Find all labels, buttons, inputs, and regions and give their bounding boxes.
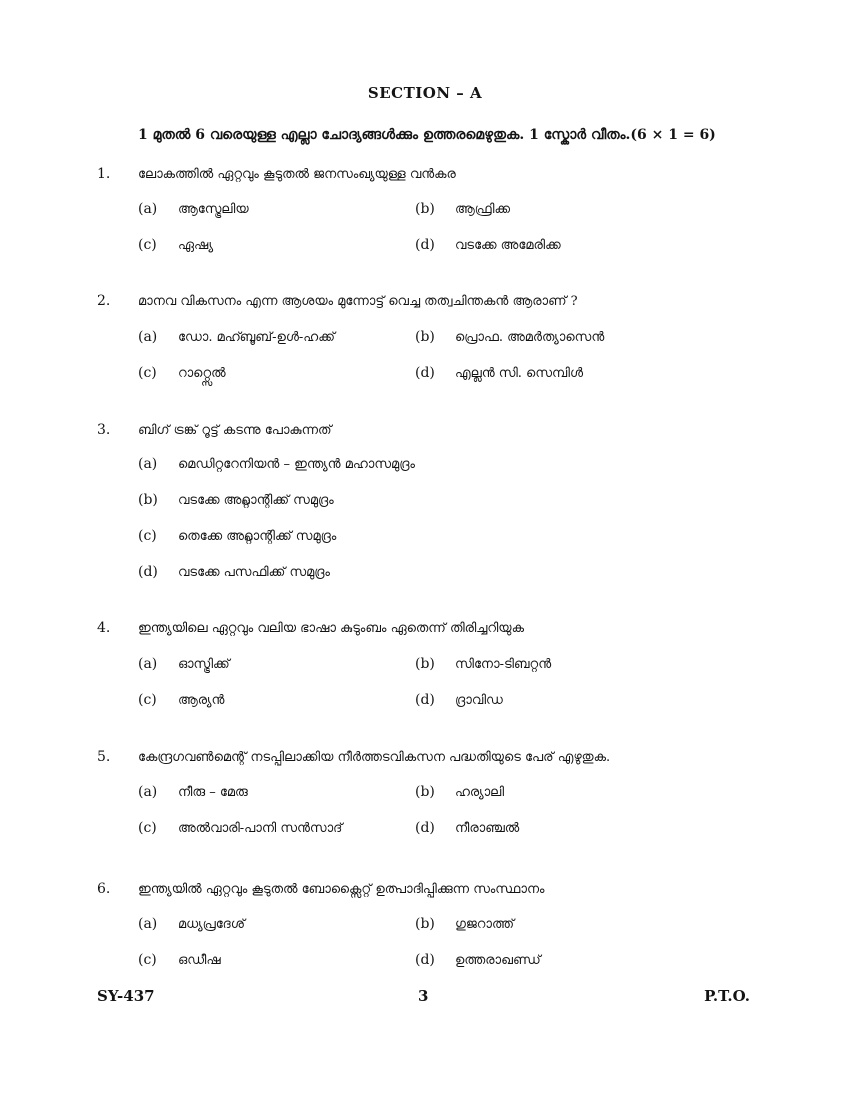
option-text: ഉത്തരാഖണ്ഡ് [455,953,541,968]
option-text: വടക്കേ അമേരിക്ക [455,238,561,253]
option-text: നീരു – മേരു [178,785,248,800]
question-number: 5. [97,749,111,765]
question-number: 6. [97,881,111,897]
option-text: ആഫ്രിക്ക [455,202,511,217]
question-number: 4. [97,620,111,636]
option-label: (c) [138,237,157,253]
question-text: ബിഗ് ട്രങ്ക് റൂട്ട് കടന്നു പോകുന്നത് [138,423,332,438]
question-text: ഇന്ത്യയിലെ ഏറ്റവും വലിയ ഭാഷാ കുടുംബം ഏതെന്ന് തിരിച്ചറിയുക [138,621,524,636]
option-text: സിനോ-ടിബറ്റൻ [455,657,552,672]
paper-code: SY-437 [97,987,155,1005]
option-text: വടക്കേ പസഫിക്ക് സമുദ്രം [178,565,330,580]
question-number: 2. [97,293,111,309]
option-label: (a) [138,656,158,672]
pto-label: P.T.O. [704,987,750,1005]
question-number: 1. [97,166,111,182]
option-text: നീരാഞ്ചൽ [455,821,520,836]
question-text: കേന്ദ്രഗവൺമെന്റ് നടപ്പിലാക്കിയ നീർത്തടവികസന പദ്ധതിയുടെ പേര് എഴുതുക. [138,750,611,765]
option-label: (d) [415,692,435,708]
option-label: (c) [138,692,157,708]
option-label: (d) [138,564,158,580]
option-label: (b) [415,656,435,672]
option-text: ഓസ്ട്രിക്ക് [178,657,230,672]
option-text: മധ്യപ്രദേശ് [178,917,245,932]
question-number: 3. [97,422,111,438]
option-label: (b) [415,916,435,932]
option-label: (a) [138,456,158,472]
page-number: 3 [418,987,429,1005]
option-text: റാറ്റ്സെൽ [178,366,226,381]
option-label: (a) [138,329,158,345]
option-text: എല്ലൻ സി. സെമ്പിൾ [455,366,584,381]
option-text: വടക്കേ അറ്റ്ലാന്റിക്ക് സമുദ്രം [178,493,334,508]
option-label: (d) [415,952,435,968]
option-label: (b) [138,492,158,508]
option-text: ഹര്യാലി [455,785,505,800]
option-text: ഡോ. മഹ്ബൂബ്-ഉൾ-ഹക്ക് [178,330,335,345]
option-text: ഏഷ്യ [178,238,214,253]
option-text: ആര്യൻ [178,693,225,708]
option-label: (a) [138,784,158,800]
option-text: അൽവാരി-പാനി സൻസാദ് [178,821,343,836]
option-label: (c) [138,528,157,544]
option-text: ആസ്ട്രേലിയ [178,202,249,217]
question-text: ലോകത്തിൽ ഏറ്റവും കൂടുതൽ ജനസംഖ്യയുള്ള വൻകര [138,167,456,182]
option-text: ദ്രാവിഡ [455,693,503,708]
option-label: (c) [138,952,157,968]
section-title: SECTION – A [367,84,483,102]
option-label: (d) [415,237,435,253]
option-text: ഗുജറാത്ത് [455,917,515,932]
option-text: തെക്കേ അറ്റ്ലാന്റിക്ക് സമുദ്രം [178,529,337,544]
question-text: മാനവ വികസനം എന്ന ആശയം മുന്നോട്ട് വെച്ച തത്വചിന്തകൻ ആരാണ് ? [138,294,578,309]
option-text: പ്രൊഫ. അമർത്യാസെൻ [455,330,605,345]
option-label: (d) [415,365,435,381]
instructions: 1 മുതൽ 6 വരെയുള്ള എല്ലാ ചോദ്യങ്ങൾക്കും ഉത്തരമെഴുതുക. 1 സ്കോർ വീതം.(6 × 1 = 6) [138,127,716,143]
option-label: (b) [415,784,435,800]
option-label: (c) [138,820,157,836]
option-label: (b) [415,329,435,345]
option-label: (d) [415,820,435,836]
option-label: (c) [138,365,157,381]
option-label: (a) [138,916,158,932]
option-text: ഒഡീഷ [178,953,221,968]
option-text: മെഡിറ്ററേനിയൻ – ഇന്ത്യൻ മഹാസമുദ്രം [178,457,415,472]
question-text: ഇന്ത്യയിൽ ഏറ്റവും കൂടുതൽ ബോക്സൈറ്റ് ഉത്പാദിപ്പിക്കുന്ന സംസ്ഥാനം [138,882,545,897]
option-label: (a) [138,201,158,217]
option-label: (b) [415,201,435,217]
